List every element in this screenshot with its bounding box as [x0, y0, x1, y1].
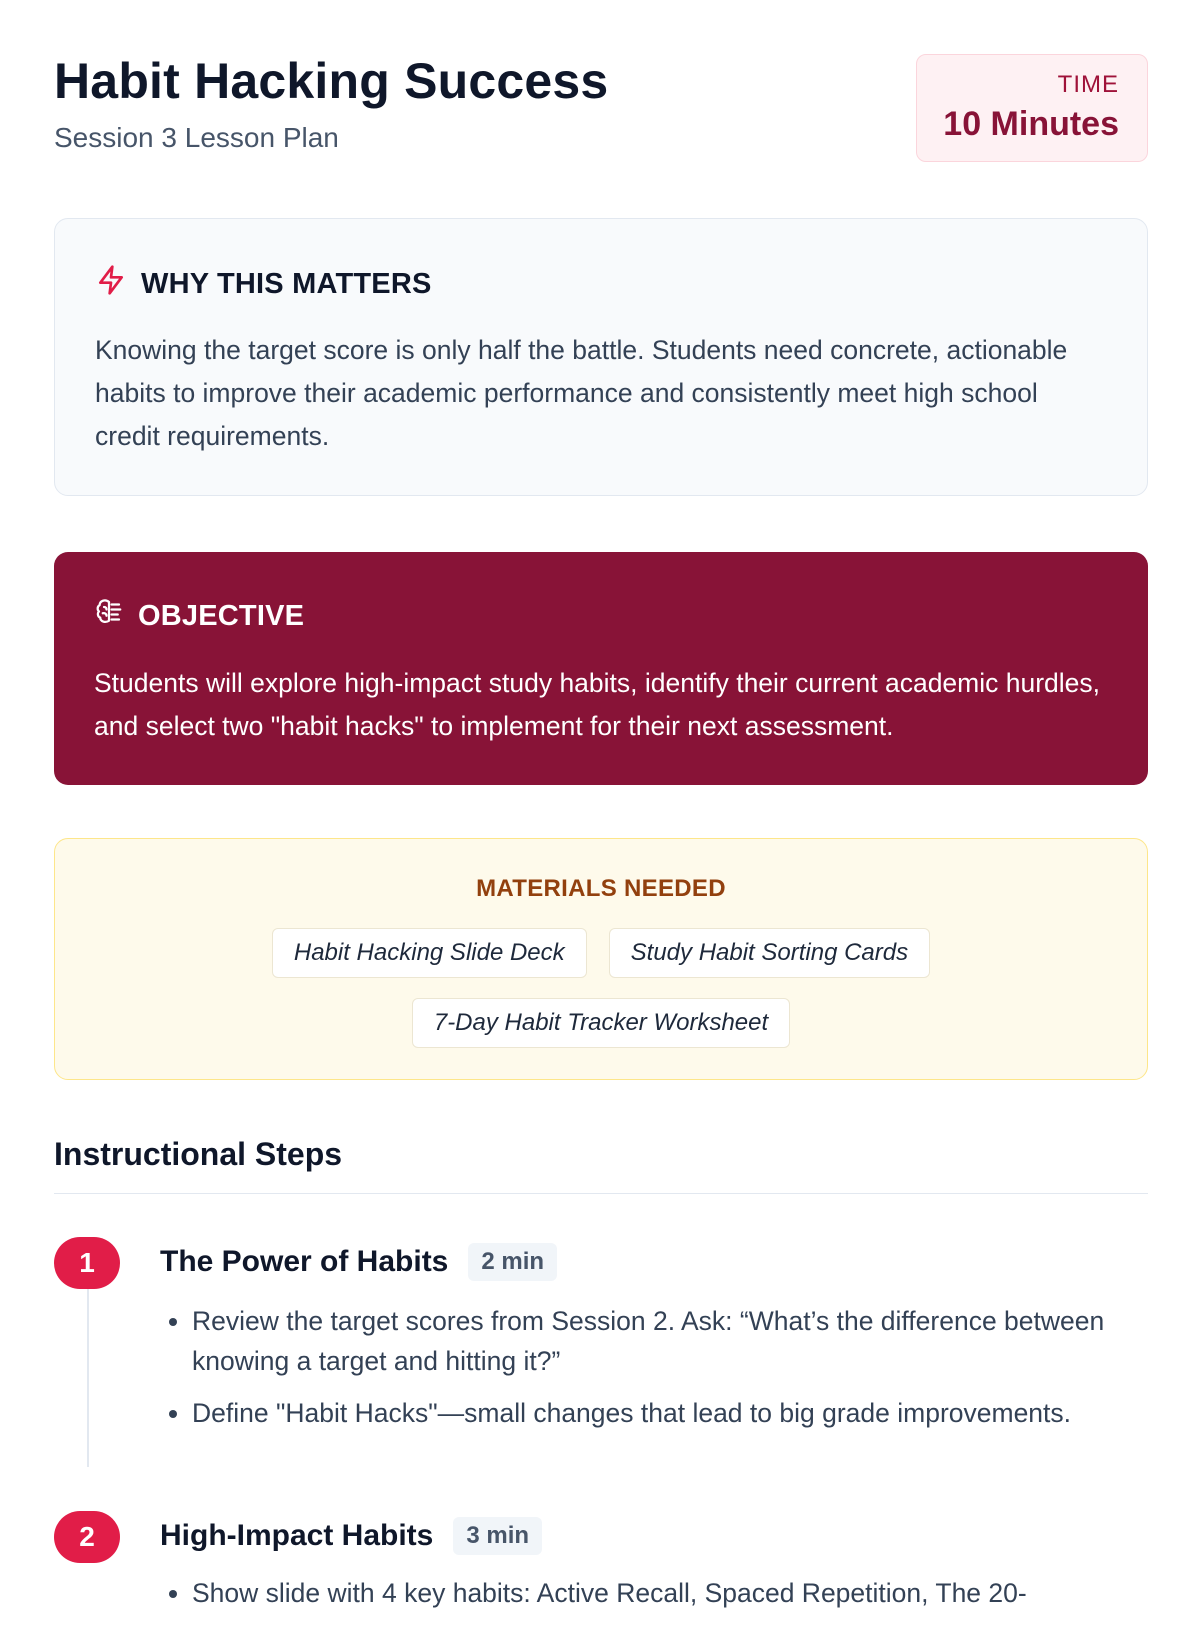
step-item — [54, 1237, 1148, 1467]
step-connector — [87, 1289, 89, 1467]
step-title-row — [160, 1243, 557, 1281]
divider — [54, 1193, 1148, 1194]
step-number-badge: 1 — [54, 1237, 120, 1289]
page-subtitle: Session 3 Lesson Plan — [54, 122, 339, 153]
lightning-bolt-icon — [95, 263, 127, 305]
header — [54, 0, 1148, 200]
objective-card — [54, 552, 1148, 785]
objective-heading: OBJECTIVE — [138, 599, 305, 632]
materials-row — [55, 928, 1147, 978]
objective-body: Students will explore high-impact study habits, identify their current academic hurdles, and select two "habit hacks" to implement for their next assessment. — [94, 668, 1101, 741]
why-heading: WHY THIS MATTERS — [141, 267, 432, 300]
step-bullet: • Define "Habit Hacks"—small changes that lead to big grade improvements. — [192, 1393, 1148, 1433]
why-heading-row — [95, 263, 432, 305]
steps-title: Instructional Steps — [54, 1136, 343, 1172]
step-name: High-Impact Habits — [160, 1519, 434, 1552]
why-body: Knowing the target score is only half the battle. Students need concrete, actionable habits to improve their academic performance and consistently meet high school credit requirements. — [95, 335, 1068, 451]
step-duration-badge: 3 min — [453, 1517, 542, 1555]
step-number-badge: 2 — [54, 1511, 120, 1563]
time-label: TIME — [1057, 71, 1119, 98]
lesson-plan-page — [54, 0, 1148, 1608]
step-bullet: • Show slide with 4 key habits: Active Recall, Spaced Repetition, The 20- — [192, 1573, 1148, 1613]
materials-row — [55, 998, 1147, 1048]
page-title: Habit Hacking Success — [54, 53, 609, 109]
material-chip: Habit Hacking Slide Deck — [272, 928, 587, 978]
objective-heading-row — [94, 596, 304, 636]
why-this-matters-card — [54, 218, 1148, 496]
materials-title: MATERIALS NEEDED — [476, 875, 726, 902]
material-chip: Study Habit Sorting Cards — [609, 928, 930, 978]
brain-icon — [94, 596, 124, 636]
step-bullet: • Review the target scores from Session 2. Ask: “What’s the difference between knowing a target and hitting it?” — [192, 1301, 1148, 1381]
step-title-row — [160, 1517, 542, 1555]
step-item — [54, 1511, 1148, 1611]
step-bullets — [160, 1573, 1148, 1625]
material-chip: 7-Day Habit Tracker Worksheet — [412, 998, 790, 1048]
step-bullets — [160, 1301, 1148, 1445]
materials-card — [54, 838, 1148, 1080]
step-duration-badge: 2 min — [468, 1243, 557, 1281]
step-name: The Power of Habits — [160, 1245, 449, 1278]
time-badge — [916, 54, 1148, 162]
time-value: 10 Minutes — [943, 105, 1119, 143]
